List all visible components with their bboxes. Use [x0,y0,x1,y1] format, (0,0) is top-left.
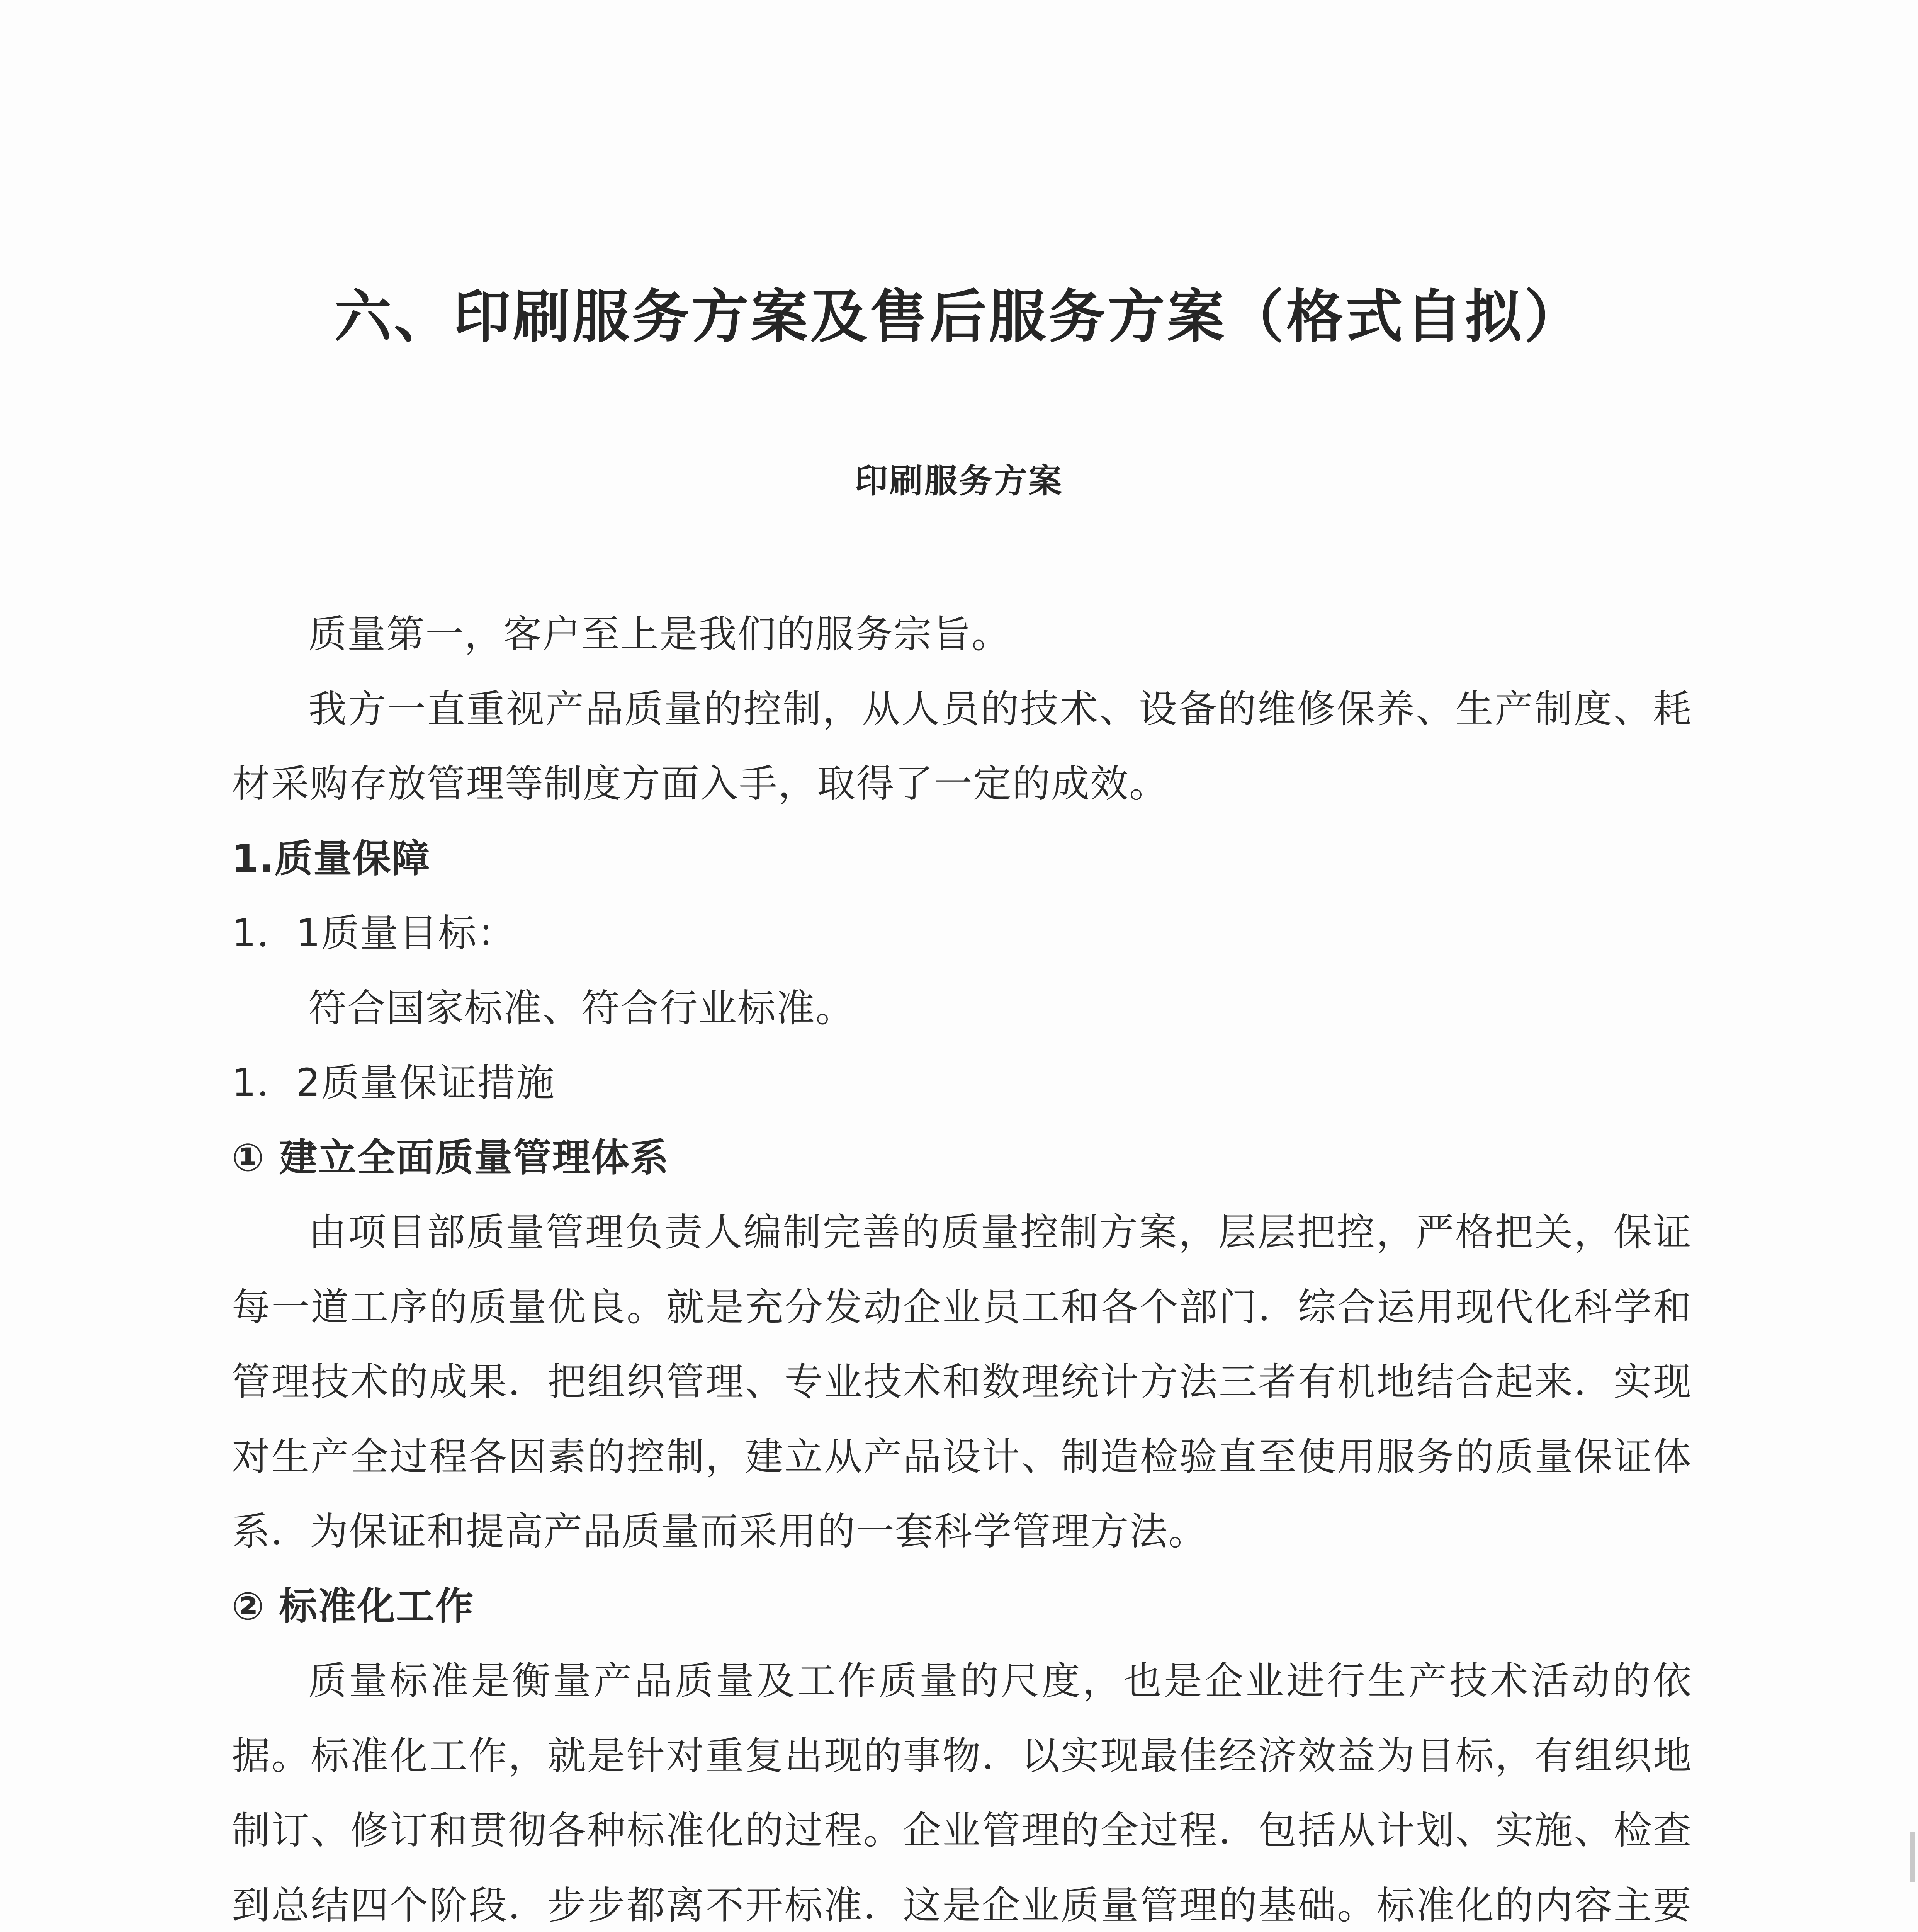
section-subtitle: 印刷服务方案 [855,462,1063,500]
heading-standardization: ② 标准化工作 [232,1584,474,1629]
paragraph-management-system: 由项目部质量管理负责人编制完善的质量控制方案，层层把控，严格把关，保证每一道工序的质量优良。就是充分发动企业员工和各个部门．综合运用现代化科学和管理技术的成果．把组织管理、专业技术和数理统计方法三者有机地结合起来．实现对生产全过程各因素的控制，建立从产品设计、制造检验直至使用服务的质量保证体系．为保证和提高产品质量而采用的一套科学管理方法。 [232,1210,1692,1554]
document-body [232,597,1692,1932]
scan-edge-mark [1910,1832,1915,1882]
heading-quality-assurance: 1.质量保障 [232,836,431,881]
heading-management-system: ① 建立全面质量管理体系 [232,1135,669,1180]
page-title: 六、印刷服务方案及售后服务方案（格式自拟） [334,284,1584,350]
paragraph-2: 我方一直重视产品质量的控制，从人员的技术、设备的维修保养、生产制度、耗材采购存放管理等制度方面入手，取得了一定的成效。 [232,687,1692,806]
paragraph-standardization: 质量标准是衡量产品质量及工作质量的尺度，也是企业进行生产技术活动的依据。标准化工作，就是针对重复出现的事物．以实现最佳经济效益为目标，有组织地制订、修订和贯彻各种标准化的过程。企业管理的全过程．包括从计划、实施、检查到总结四个阶段．步步都离不开标准．这是企业质量管理的基础。标准化的内容主要 [232,1659,1692,1928]
heading-quality-measures: 1．2质量保证措施 [232,1061,555,1105]
paragraph-1: 质量第一，客户至上是我们的服务宗旨。 [308,612,1011,656]
heading-quality-target: 1．1质量目标： [232,911,516,956]
paragraph-quality-target: 符合国家标准、符合行业标准。 [308,986,855,1031]
